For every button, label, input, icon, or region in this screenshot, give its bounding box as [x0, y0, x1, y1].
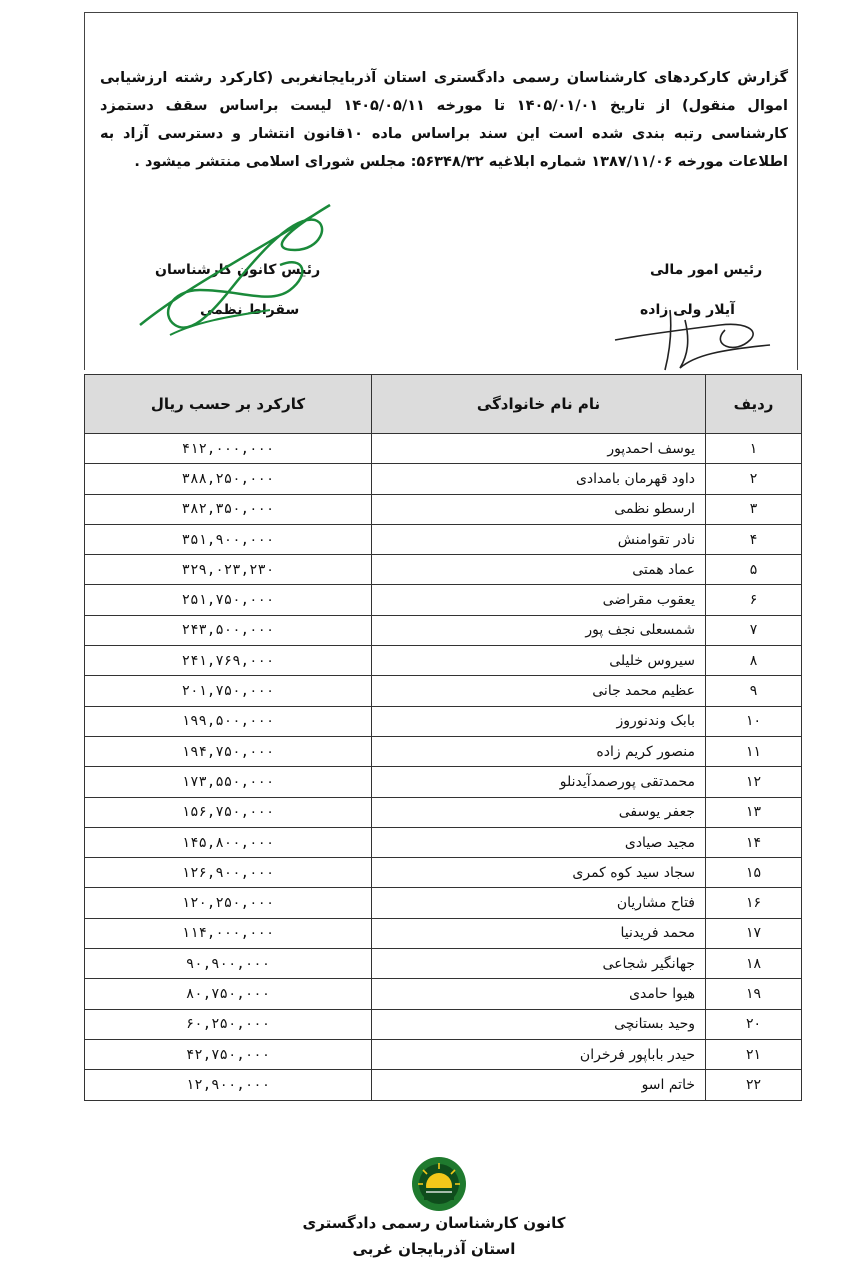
table-row	[85, 434, 802, 464]
table-row	[85, 827, 802, 857]
row-number-cell: ۱۲	[706, 767, 802, 797]
table-row	[85, 979, 802, 1009]
amount-cell: ۲۰۱,۷۵۰,۰۰۰	[85, 676, 372, 706]
table-row	[85, 1009, 802, 1039]
name-cell: یعقوب مقراضی	[372, 585, 706, 615]
row-number-cell: ۱۱	[706, 736, 802, 766]
row-number-cell: ۱۶	[706, 888, 802, 918]
table-row	[85, 464, 802, 494]
name-cell: فتاح مشاریان	[372, 888, 706, 918]
table-row	[85, 615, 802, 645]
name-cell: جعفر یوسفی	[372, 797, 706, 827]
amount-cell: ۳۵۱,۹۰۰,۰۰۰	[85, 524, 372, 554]
header-amount-rial: کارکرد بر حسب ریال	[85, 375, 372, 434]
amount-cell: ۹۰,۹۰۰,۰۰۰	[85, 949, 372, 979]
table-row	[85, 736, 802, 766]
table-row	[85, 494, 802, 524]
row-number-cell: ۴	[706, 524, 802, 554]
amount-cell: ۶۰,۲۵۰,۰۰۰	[85, 1009, 372, 1039]
name-cell: محمدتقی پورصمدآیدنلو	[372, 767, 706, 797]
name-cell: عماد همتی	[372, 555, 706, 585]
name-cell: نادر تقوامنش	[372, 524, 706, 554]
table-row	[85, 524, 802, 554]
row-number-cell: ۹	[706, 676, 802, 706]
signature-left-title: رئیس کانون کارشناسان	[155, 262, 321, 278]
table-row	[85, 918, 802, 948]
amount-cell: ۳۸۸,۲۵۰,۰۰۰	[85, 464, 372, 494]
table-header-row	[85, 375, 802, 434]
row-number-cell: ۱۷	[706, 918, 802, 948]
table-row	[85, 646, 802, 676]
signature-right-title: رئیس امور مالی	[650, 262, 763, 278]
amount-cell: ۱۹۹,۵۰۰,۰۰۰	[85, 706, 372, 736]
header-row-number: ردیف	[706, 375, 802, 434]
amount-cell: ۱۲۶,۹۰۰,۰۰۰	[85, 858, 372, 888]
row-number-cell: ۱۵	[706, 858, 802, 888]
name-cell: یوسف احمدپور	[372, 434, 706, 464]
name-cell: مجید صیادی	[372, 827, 706, 857]
name-cell: ارسطو نظمی	[372, 494, 706, 524]
amount-cell: ۱۵۶,۷۵۰,۰۰۰	[85, 797, 372, 827]
intro-paragraph: گزارش کارکردهای کارشناسان رسمی دادگستری استان آذربایجانغربی (کارکرد رشته ارزشیابی اموال منقول) از تاریخ ۱۴۰۵/۰۱/۰۱ تا مورخه ۱۴۰۵/۰۵/۱۱ لیست براساس سقف دستمزد کارشناسی رتبه بندی شده است این سند براساس ماده ۱۰قانون انتشار و دسترسی آزاد به اطلاعات مورخه ۱۳۸۷/۱۱/۰۶ شماره ابلاغیه ۵۶۳۴۸/۳۲: مجلس شورای اسلامی منتشر میشود .	[100, 70, 788, 170]
row-number-cell: ۲۱	[706, 1039, 802, 1069]
table-row	[85, 767, 802, 797]
amount-cell: ۱۷۳,۵۵۰,۰۰۰	[85, 767, 372, 797]
table-row	[85, 1039, 802, 1069]
table-row	[85, 949, 802, 979]
row-number-cell: ۳	[706, 494, 802, 524]
row-number-cell: ۱	[706, 434, 802, 464]
amount-cell: ۲۴۱,۷۶۹,۰۰۰	[85, 646, 372, 676]
row-number-cell: ۸	[706, 646, 802, 676]
amount-cell: ۴۱۲,۰۰۰,۰۰۰	[85, 434, 372, 464]
table-row	[85, 797, 802, 827]
name-cell: بابک وندنوروز	[372, 706, 706, 736]
name-cell: سیروس خلیلی	[372, 646, 706, 676]
footer-province-name: استان آذربایجان غربی	[352, 1240, 516, 1258]
signature-right-scribble	[610, 300, 780, 375]
row-number-cell: ۲۲	[706, 1070, 802, 1100]
row-number-cell: ۱۳	[706, 797, 802, 827]
signature-right-name: آیلار ولی زاده	[640, 302, 735, 318]
name-cell: هیوا حامدی	[372, 979, 706, 1009]
amount-cell: ۱۱۴,۰۰۰,۰۰۰	[85, 918, 372, 948]
name-cell: حیدر باباپور فرخران	[372, 1039, 706, 1069]
amount-cell: ۲۵۱,۷۵۰,۰۰۰	[85, 585, 372, 615]
header-full-name: نام نام خانوادگی	[372, 375, 706, 434]
amount-cell: ۴۲,۷۵۰,۰۰۰	[85, 1039, 372, 1069]
name-cell: منصور کریم زاده	[372, 736, 706, 766]
amount-cell: ۱۲۰,۲۵۰,۰۰۰	[85, 888, 372, 918]
table-row	[85, 706, 802, 736]
name-cell: جهانگیر شجاعی	[372, 949, 706, 979]
table-row	[85, 888, 802, 918]
name-cell: وحید بستانچی	[372, 1009, 706, 1039]
amount-cell: ۳۲۹,۰۲۳,۲۳۰	[85, 555, 372, 585]
amount-cell: ۳۸۲,۳۵۰,۰۰۰	[85, 494, 372, 524]
amount-cell: ۲۴۳,۵۰۰,۰۰۰	[85, 615, 372, 645]
row-number-cell: ۲	[706, 464, 802, 494]
signature-left-scribble	[130, 195, 350, 345]
row-number-cell: ۶	[706, 585, 802, 615]
expert-earnings-table	[84, 374, 802, 1101]
row-number-cell: ۱۸	[706, 949, 802, 979]
association-logo-icon	[410, 1155, 468, 1213]
name-cell: خاتم اسو	[372, 1070, 706, 1100]
table-row	[85, 1070, 802, 1100]
name-cell: محمد فریدنیا	[372, 918, 706, 948]
table-row	[85, 585, 802, 615]
signature-left-name: سقراط نظمی	[200, 302, 300, 318]
name-cell: عظیم محمد جانی	[372, 676, 706, 706]
name-cell: سجاد سید کوه کمری	[372, 858, 706, 888]
footer-association-name: کانون کارشناسان رسمی دادگستری	[302, 1214, 566, 1232]
row-number-cell: ۷	[706, 615, 802, 645]
row-number-cell: ۱۰	[706, 706, 802, 736]
table-row	[85, 676, 802, 706]
row-number-cell: ۱۹	[706, 979, 802, 1009]
row-number-cell: ۱۴	[706, 827, 802, 857]
row-number-cell: ۲۰	[706, 1009, 802, 1039]
amount-cell: ۱۴۵,۸۰۰,۰۰۰	[85, 827, 372, 857]
amount-cell: ۸۰,۷۵۰,۰۰۰	[85, 979, 372, 1009]
table-row	[85, 858, 802, 888]
amount-cell: ۱۹۴,۷۵۰,۰۰۰	[85, 736, 372, 766]
name-cell: شمسعلی نجف پور	[372, 615, 706, 645]
row-number-cell: ۵	[706, 555, 802, 585]
amount-cell: ۱۲,۹۰۰,۰۰۰	[85, 1070, 372, 1100]
name-cell: داود قهرمان بامدادی	[372, 464, 706, 494]
table-row	[85, 555, 802, 585]
